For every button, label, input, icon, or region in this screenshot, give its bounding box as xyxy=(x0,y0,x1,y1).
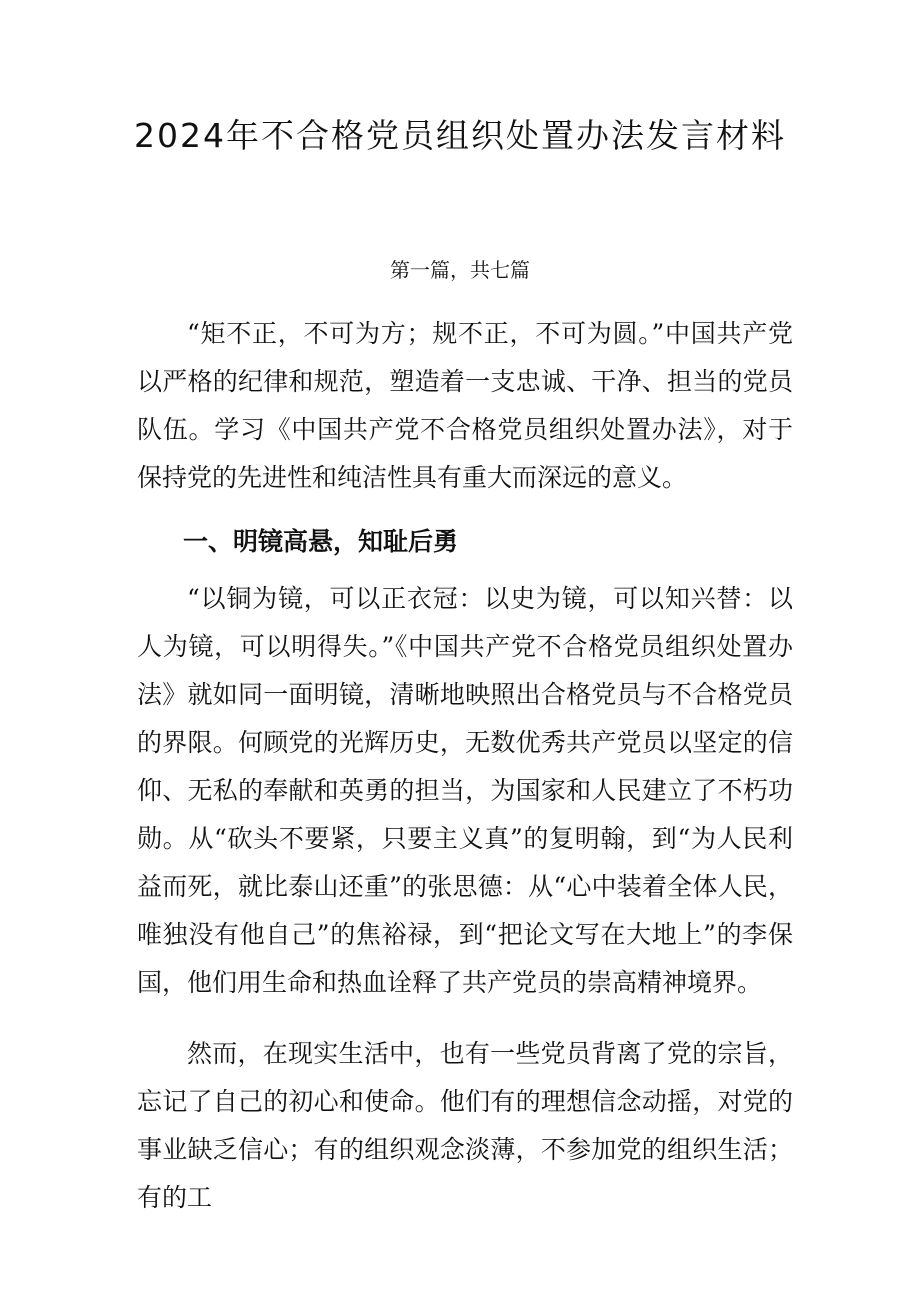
section-heading-1: 一、明镜高悬，知耻后勇 xyxy=(183,527,459,556)
paragraph-mirror: “以铜为镜，可以正衣冠：以史为镜，可以知兴替：以人为镜，可以明得失。”《中国共产党不合格党员组织处置办法》就如同一面明镜，清晰地映照出合格党员与不合格党员的界限。何顾党的光辉历史，无数优秀共产党员以坚定的信仰、无私的奉献和英勇的担当，为国家和人民建立了不朽功勋。从“砍头不要紧，只要主义真”的复明翰，到“为人民利益而死，就比泰山还重”的张思德：从“心中装着全体人民，唯独没有他自己”的焦裕禄，到“把论文写在大地上”的李保国，他们用生命和热血诠释了共产党员的崇高精神境界。 xyxy=(137,584,793,997)
paragraph-reality: 然而，在现实生活中，也有一些党员背离了党的宗旨，忘记了自己的初心和使命。他们有的理想信念动摇，对党的事业缺乏信心；有的组织观念淡薄，不参加党的组织生活；有的工 xyxy=(137,1039,793,1212)
document-title: 2024年不合格党员组织处置办法发言材料 xyxy=(134,116,786,155)
document-subtitle: 第一篇，共七篇 xyxy=(390,258,530,282)
paragraph-intro: “矩不正，不可为方；规不正，不可为圆。”中国共产党以严格的纪律和规范，塑造着一支忠诚、干净、担当的党员队伍。学习《中国共产党不合格党员组织处置办法》，对于保持党的先进性和纯洁性具有重大而深远的意义。 xyxy=(137,319,793,492)
